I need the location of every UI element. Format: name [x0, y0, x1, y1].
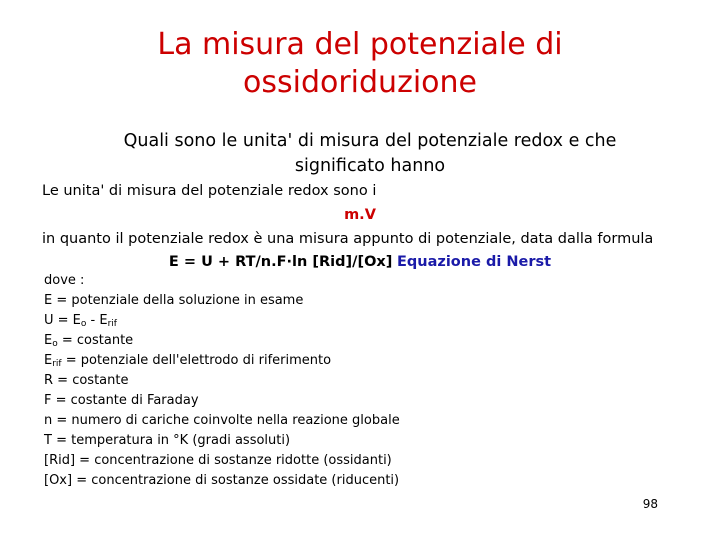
slide-title-line-2: ossidoriduzione [243, 65, 477, 100]
nernst-equation-name: Equazione di Nerst [397, 254, 552, 270]
definition-eo [44, 331, 400, 351]
definition-f: F = costante di Faraday [44, 393, 199, 408]
page-number: 98 [642, 497, 658, 511]
definitions-list [44, 271, 400, 491]
definition-u-sub-o: o [80, 319, 87, 329]
definition-eo-prefix: E [44, 333, 53, 348]
definition-n: n = numero di cariche coinvolte nella reazione globale [44, 413, 400, 428]
intro-line-2: in quanto il potenziale redox è una misura appunto di potenziale, data dalla formula [42, 231, 654, 247]
slide-subtitle-line-1: Quali sono le unita' di misura del potenziale redox e che [123, 131, 617, 151]
definition-r: R = costante [44, 373, 129, 388]
definition-ox: [Ox] = concentrazione di sostanze ossidate (riducenti) [44, 473, 400, 488]
definition-erif-sub: rif [52, 359, 62, 369]
slide-title-line-1: La misura del potenziale di [157, 27, 563, 62]
definition-u-sub-rif: rif [107, 319, 117, 329]
definition-rid: [Rid] = concentrazione di sostanze ridotte (ossidanti) [44, 453, 392, 468]
intro-line-1: Le unita' di misura del potenziale redox sono i [42, 183, 377, 199]
definition-u-mid: - E [86, 313, 108, 328]
nernst-formula: E = U + RT/n.F·ln [Rid]/[Ox] [168, 254, 393, 270]
definition-erif-text: = potenziale dell'elettrodo di riferimento [61, 353, 332, 368]
definition-eo-sub: o [52, 339, 58, 349]
definition-t: T = temperatura in °K (gradi assoluti) [44, 433, 291, 448]
slide-title [0, 26, 720, 102]
unit-mv: m.V [344, 207, 376, 223]
slide-subtitle-line-2: significato hanno [294, 156, 446, 176]
definition-u-prefix: U = E [44, 313, 81, 328]
definition-u [44, 311, 400, 331]
definition-erif-prefix: E [44, 353, 53, 368]
nernst-formula-row [0, 253, 720, 271]
definition-erif [44, 351, 400, 371]
slide-subtitle [60, 129, 680, 179]
definition-eo-text: = costante [57, 333, 134, 348]
definitions-heading: dove : [44, 273, 85, 288]
definition-e: E = potenziale della soluzione in esame [44, 293, 304, 308]
